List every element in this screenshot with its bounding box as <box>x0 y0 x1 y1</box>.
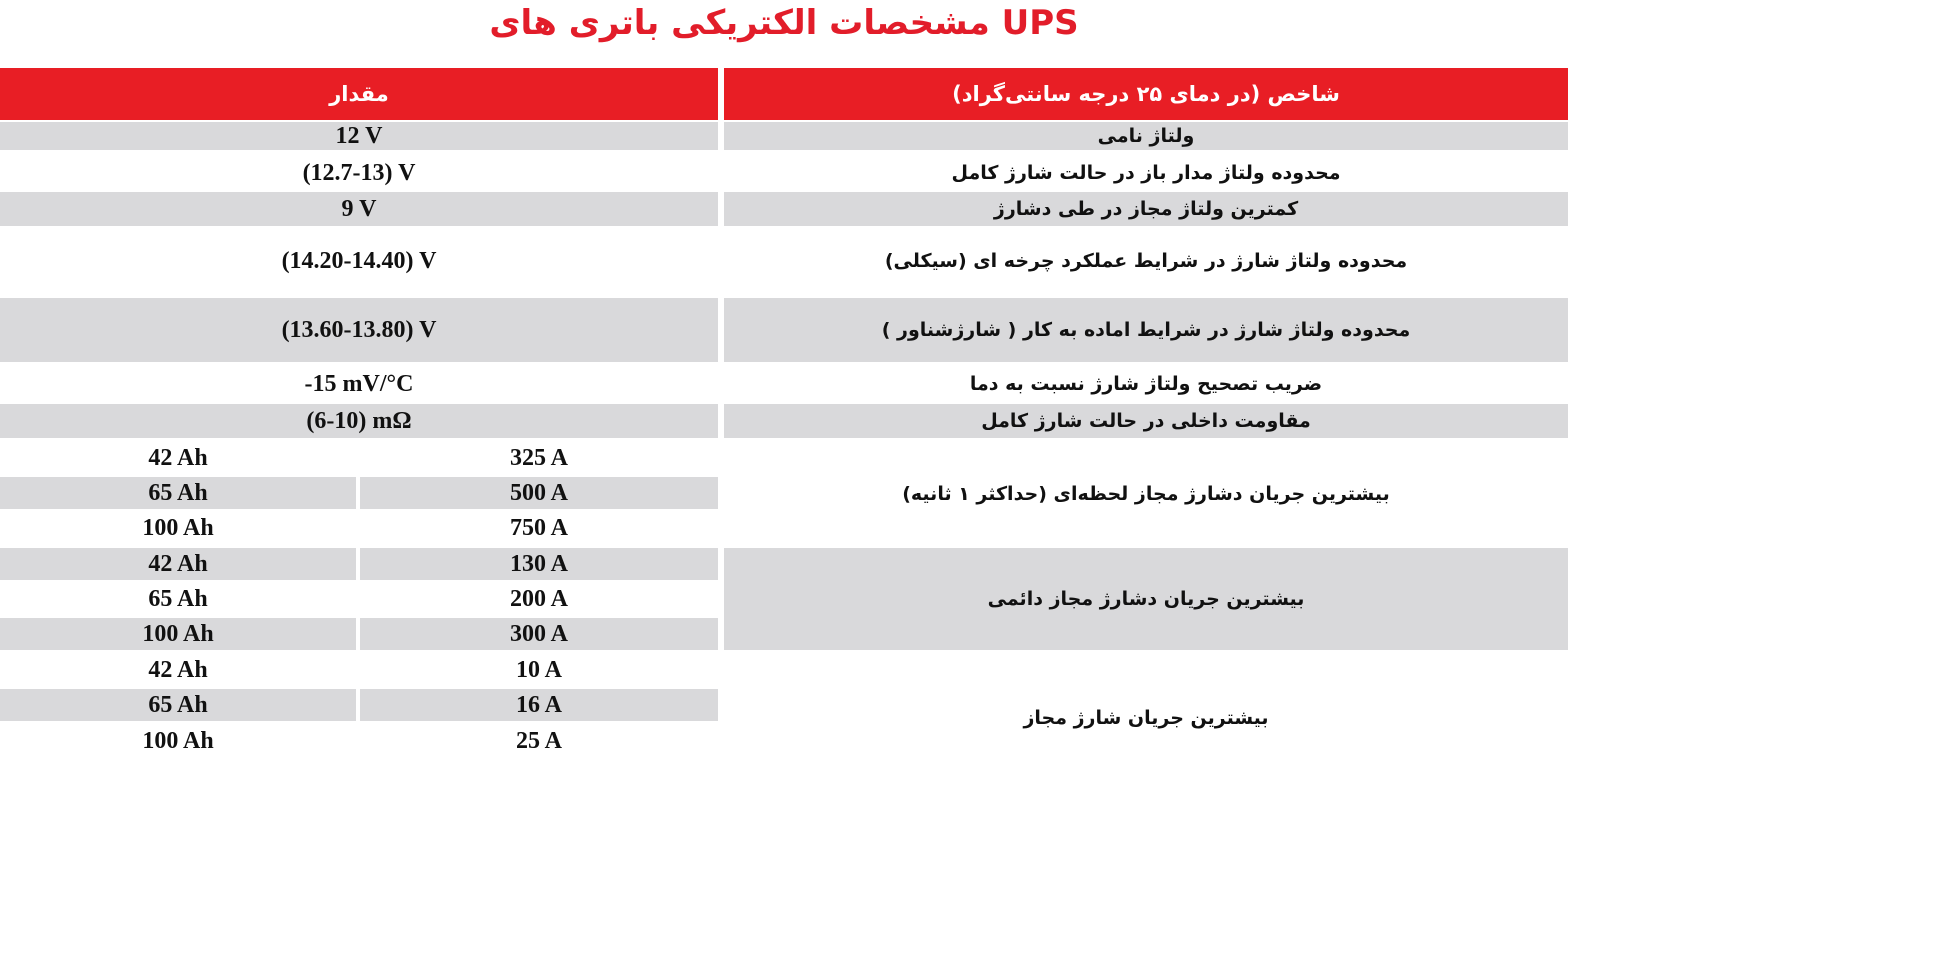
capacity-cell: 65 Ah <box>0 477 356 509</box>
current-cell: 200 A <box>509 585 568 612</box>
capacity-cell: 100 Ah <box>142 727 214 754</box>
capacity-cell: 42 Ah <box>148 656 208 683</box>
parameter-cell: ولتاژ نامی <box>724 122 1568 150</box>
parameter-cell: ضریب تصحیح ولتاژ شارژ نسبت به دما <box>969 373 1323 395</box>
capacity-cell: 100 Ah <box>142 514 214 541</box>
current-cell: 10 A <box>515 656 562 683</box>
value-cell: 12 V <box>0 122 718 150</box>
current-cell: 16 A <box>360 689 718 721</box>
parameter-cell: مقاومت داخلی در حالت شارژ کامل <box>724 404 1568 438</box>
current-cell: 25 A <box>515 727 562 754</box>
value-cell: (12.7-13) V <box>302 159 416 186</box>
header-value: مقدار <box>0 68 718 120</box>
group-parameter-cell: بیشترین جریان شارژ مجاز <box>1023 707 1269 729</box>
parameter-cell: کمترین ولتاژ مجاز در طی دشارژ <box>724 192 1568 226</box>
current-cell: 500 A <box>360 477 718 509</box>
parameter-cell: محدوده ولتاژ شارژ در شرایط اماده به کار ( شارژشناور ) <box>724 298 1568 362</box>
parameter-cell: محدوده ولتاژ مدار باز در حالت شارژ کامل <box>951 162 1341 184</box>
capacity-cell: 42 Ah <box>148 444 208 471</box>
value-cell: (13.60-13.80) V <box>0 298 718 362</box>
value-cell: (6-10) mΩ <box>0 404 718 438</box>
current-cell: 325 A <box>509 444 568 471</box>
capacity-cell: 42 Ah <box>0 548 356 580</box>
group-parameter-cell: بیشترین جریان دشارژ مجاز لحظه‌ای (حداکثر ۱ ثانیه) <box>902 483 1390 505</box>
page-title: مشخصات الکتریکی باتری های UPS <box>489 3 1079 43</box>
capacity-cell: 100 Ah <box>0 618 356 650</box>
value-cell: -15 mV/°C <box>304 370 414 397</box>
current-cell: 750 A <box>509 514 568 541</box>
current-cell: 130 A <box>360 548 718 580</box>
value-cell: 9 V <box>0 192 718 226</box>
parameter-cell: محدوده ولتاژ شارژ در شرایط عملکرد چرخه ای (سیکلی) <box>884 250 1408 272</box>
capacity-cell: 65 Ah <box>0 689 356 721</box>
group-parameter-cell: بیشترین جریان دشارژ مجاز دائمی <box>724 548 1568 650</box>
current-cell: 300 A <box>360 618 718 650</box>
capacity-cell: 65 Ah <box>148 585 208 612</box>
value-cell: (14.20-14.40) V <box>281 247 437 274</box>
header-parameter: شاخص (در دمای ۲۵ درجه سانتی‌گراد) <box>724 68 1568 120</box>
